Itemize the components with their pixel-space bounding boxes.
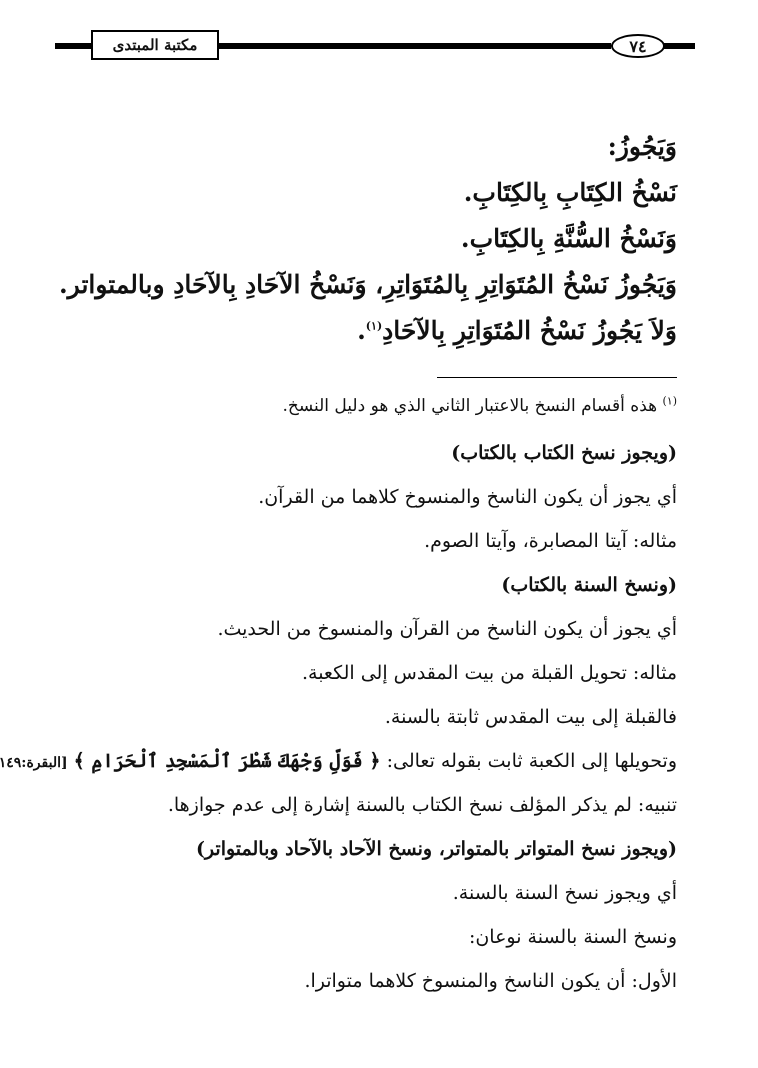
footnote-ref-marker: (١) bbox=[366, 319, 384, 333]
sharh-line-7: تنبيه: لم يذكر المؤلف نسخ الكتاب بالسنة إشارة إلى عدم جوازها. bbox=[168, 794, 678, 816]
sharh-line-6 bbox=[0, 750, 678, 772]
sharh-line-2: مثاله: آيتا المصابرة، وآيتا الصوم. bbox=[425, 530, 678, 552]
header-rule-right bbox=[664, 43, 696, 49]
sharh-line-4: مثاله: تحويل القبلة من بيت المقدس إلى الكعبة. bbox=[302, 662, 678, 684]
matn-line-4: وَيَجُوزُ نَسْخُ المُتَوَاتِرِ بِالمُتَوَاتِرِ، وَنَسْخُ الآحَادِ بِالآحَادِ وبالمتواتر. bbox=[59, 270, 678, 299]
book-title-box bbox=[92, 30, 220, 60]
sharh-line-3: أي يجوز أن يكون الناسخ من القرآن والمنسوخ من الحديث. bbox=[218, 618, 678, 640]
page-number: ٧٤ bbox=[630, 36, 648, 56]
sharh-line-8: أي ويجوز نسخ السنة بالسنة. bbox=[453, 882, 678, 904]
matn-line-3: وَنَسْخُ السُّنَّةِ بِالكِتَابِ. bbox=[461, 224, 678, 253]
page-header bbox=[0, 0, 758, 70]
header-rule-left bbox=[56, 43, 92, 49]
quran-verse: ﴿ فَوَلِّ وَجْهَكَ شَطْرَ ٱلْمَسْجِدِ ٱلْحَرَامِ ﴾ bbox=[74, 750, 382, 772]
matn-line-2: نَسْخُ الكِتَابِ بِالكِتَابِ. bbox=[464, 178, 678, 207]
header-rule-middle bbox=[220, 43, 612, 49]
sharh-line-10: الأول: أن يكون الناسخ والمنسوخ كلاهما متواترا. bbox=[305, 970, 678, 992]
matn-line-5 bbox=[60, 316, 678, 345]
matn-line-5-end: . bbox=[358, 316, 367, 345]
footnote-divider bbox=[438, 377, 678, 378]
verse-reference: [البقرة:١٤٩ bbox=[0, 755, 69, 771]
sharh-line-6-prefix: وتحويلها إلى الكعبة ثابت بقوله تعالى: bbox=[387, 750, 678, 772]
sharh-heading-1: (ويجوز نسخ الكتاب بالكتاب) bbox=[452, 442, 678, 464]
sharh-heading-2: (ونسخ السنة بالكتاب) bbox=[502, 574, 678, 596]
book-title: مكتبة المبتدى bbox=[113, 36, 199, 54]
matn-line-5-text: وَلاَ يَجُوزُ نَسْخُ المُتَوَاتِرِ بِالآحَادِ bbox=[383, 316, 678, 345]
matn-line-1: وَيَجُوزُ: bbox=[608, 132, 678, 161]
sharh-line-9: ونسخ السنة بالسنة نوعان: bbox=[469, 926, 678, 948]
sharh-line-5: فالقبلة إلى بيت المقدس ثابتة بالسنة. bbox=[385, 706, 678, 728]
footnote-marker: (١) bbox=[663, 394, 678, 408]
sharh-line-1: أي يجوز أن يكون الناسخ والمنسوخ كلاهما من القرآن. bbox=[259, 486, 678, 508]
sharh-heading-3: (ويجوز نسخ المتواتر بالمتواتر، ونسخ الآحاد بالآحاد وبالمتواتر) bbox=[196, 838, 678, 860]
page-number-oval bbox=[612, 34, 666, 58]
footnote bbox=[60, 396, 678, 416]
footnote-text: هذه أقسام النسخ بالاعتبار الثاني الذي هو دليل النسخ. bbox=[283, 396, 659, 416]
